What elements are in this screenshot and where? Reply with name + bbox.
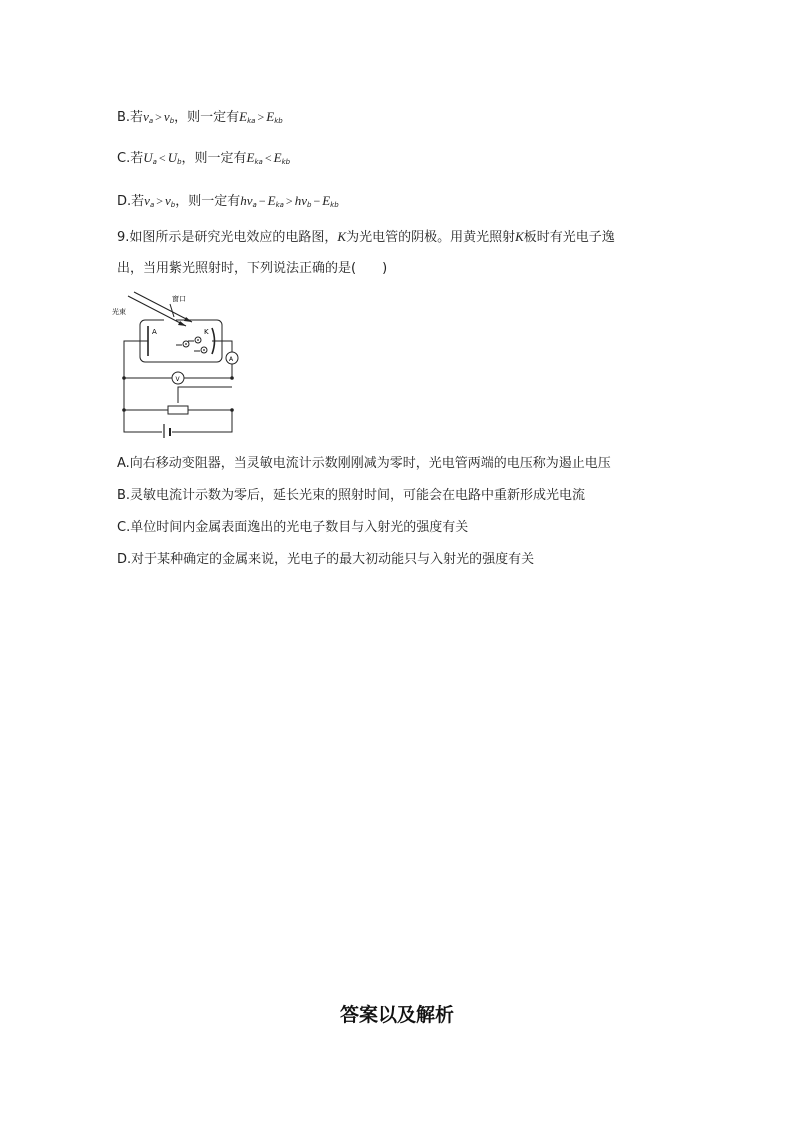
option-c: C.单位时间内金属表面逸出的光电子数目与入射光的强度有关	[117, 520, 469, 535]
cathode-symbol: K	[515, 229, 524, 244]
option-a: A.向右移动变阻器，当灵敏电流计示数刚刚减为零时，光电管两端的电压称为遏止电压	[117, 456, 611, 471]
question-9-line-1: 9.如图所示是研究光电效应的电路图，K为光电管的阴极。用黄光照射K板时有光电子逸	[117, 229, 615, 245]
ammeter-label: A	[229, 356, 234, 363]
window-label: 窗口	[172, 295, 186, 303]
phototube	[140, 320, 222, 362]
photoelectric-circuit-diagram	[112, 290, 242, 438]
option-d: D.对于某种确定的金属来说，光电子的最大初动能只与入射光的强度有关	[117, 552, 535, 567]
option-d-prev: D.若$\nu_a > \nu_b$，则一定有$h\nu_a - E_{ka} > h\nu_b - E_{kb}$	[117, 193, 339, 209]
option-c-prev: C.若$U_a < U_b$，则一定有$E_{ka} < E_{kb}$	[117, 150, 291, 166]
anode-label: A	[152, 328, 157, 336]
nu-symbol: ν	[143, 109, 149, 124]
rheostat	[168, 406, 188, 414]
option-b-prev: B.若$\nu_a > \nu_b$，则一定有$E_{ka} > E_{kb}$	[117, 109, 283, 125]
option-b: B.灵敏电流计示数为零后，延长光束的照射时间，可能会在电路中重新形成光电流	[117, 488, 586, 503]
beam-label: 光束	[112, 308, 126, 316]
cathode-label: K	[204, 328, 209, 336]
voltmeter-label: V	[175, 376, 180, 383]
wire-left	[124, 341, 162, 432]
cathode-symbol: K	[337, 229, 347, 244]
answer-section-title: 答案以及解析	[339, 1004, 454, 1026]
question-9-line-2: 出，当用紫光照射时，下列说法正确的是( )	[117, 261, 388, 276]
